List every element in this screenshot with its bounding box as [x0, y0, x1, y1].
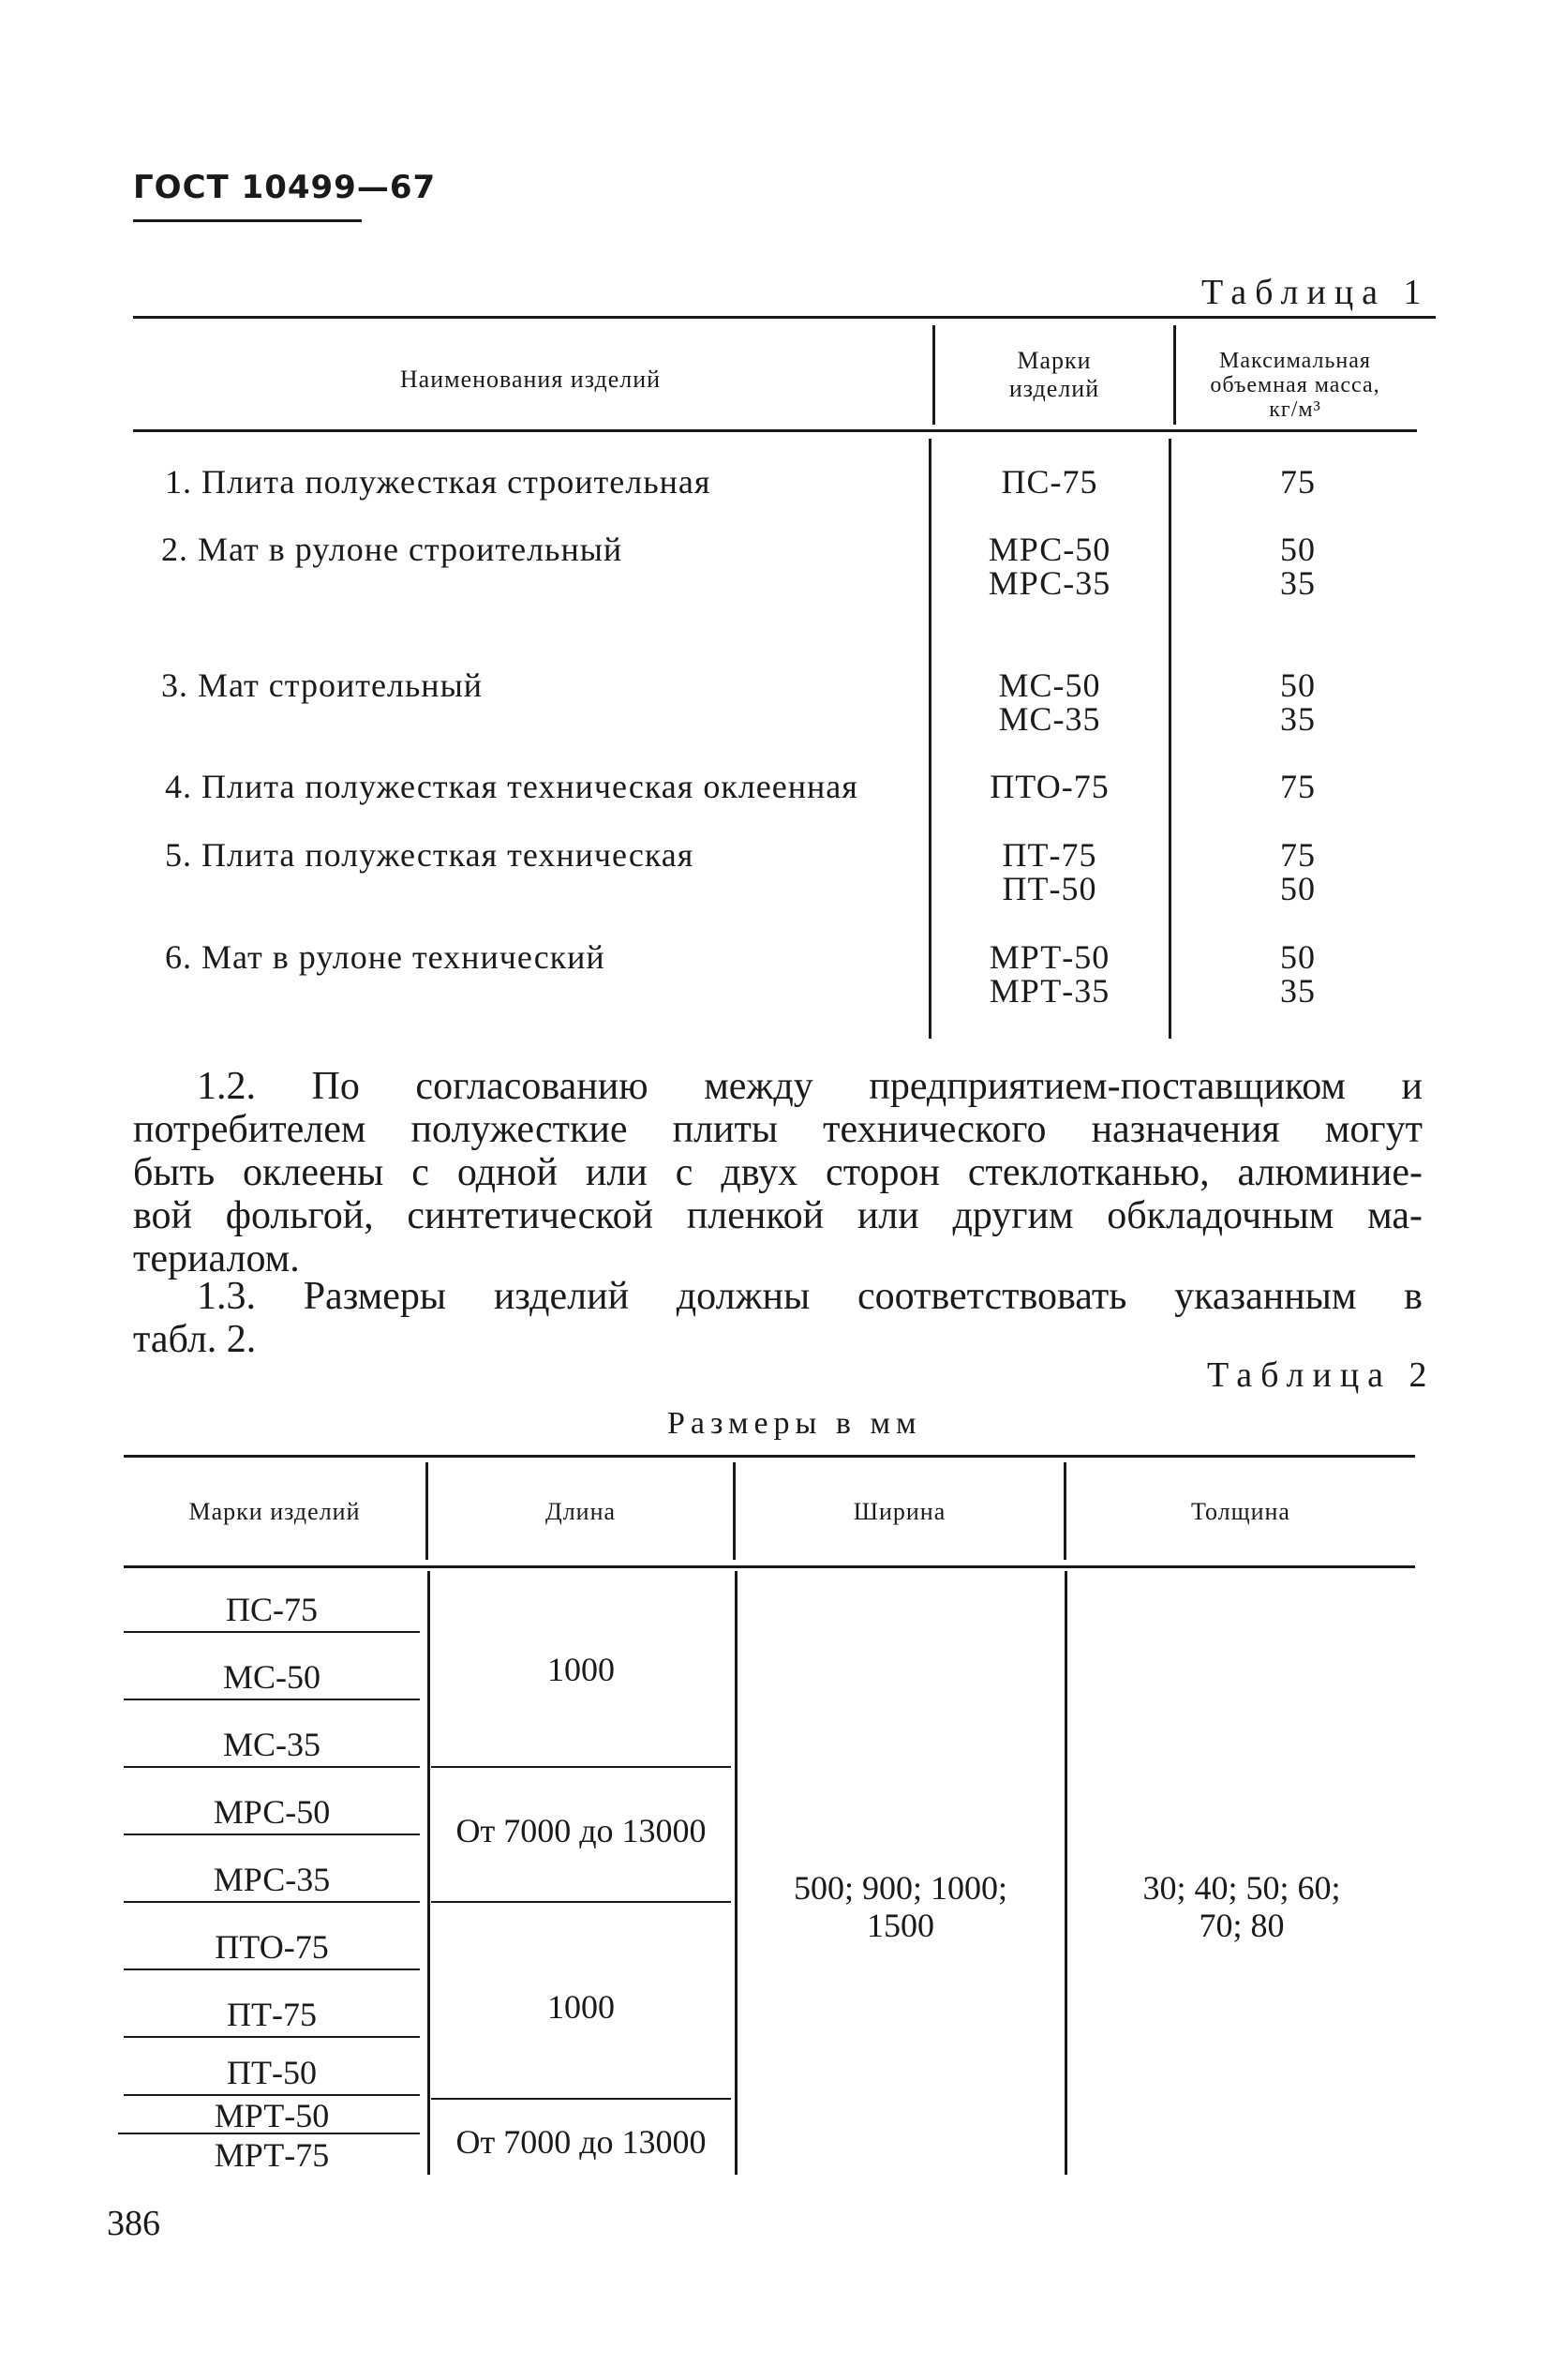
- table2-header-thickness: Толщина: [1191, 1498, 1290, 1525]
- table1-row5-brand1: ПТ-75: [1002, 836, 1097, 874]
- table1-header-density-line1: Максимальная: [1219, 349, 1371, 373]
- table1-row3-brand2: МС-35: [998, 700, 1101, 738]
- table2-thickness-line2: 70; 80: [1199, 1907, 1285, 1944]
- table2-width-cell: [740, 1869, 1061, 1944]
- table2-width-line1: 500; 900; 1000;: [793, 1869, 1007, 1907]
- table2-thickness-line1: 30; 40; 50; 60;: [1142, 1869, 1341, 1907]
- table2-row-separator: [124, 1901, 420, 1903]
- table1-header-divider-2: [1173, 325, 1176, 425]
- table2-brand-cell: МРТ-75: [214, 2136, 330, 2174]
- table2-width-line2: 1500: [867, 1907, 934, 1944]
- table2-brand-cell: МРТ-50: [214, 2097, 330, 2134]
- table2-body-divider-3: [1065, 1571, 1067, 2175]
- table1-row6-density2: 35: [1280, 972, 1316, 1010]
- table1-body-divider-2: [1169, 439, 1171, 1039]
- table1-row1-name: 1. Плита полужесткая строительная: [165, 463, 711, 501]
- page-number: 386: [107, 2204, 160, 2243]
- table2-row-separator: [124, 1834, 420, 1835]
- table1-header-density-line2: объемная масса,: [1210, 373, 1380, 397]
- table2-brand-cell: МРС-35: [213, 1861, 331, 1898]
- paragraph-1-2-line1: 1.2. По согласованию между предприятием-поставщиком и: [197, 1065, 1423, 1108]
- table1-row4-density1: 75: [1280, 768, 1316, 805]
- paragraph-1-2-line5: териалом.: [133, 1237, 300, 1280]
- table2-brand-cell: МС-35: [222, 1726, 320, 1763]
- table1-header-rule: [133, 429, 1417, 432]
- table1-row1-density1: 75: [1280, 463, 1316, 501]
- table1-row2-name: 2. Мат в рулоне строительный: [161, 531, 623, 568]
- table2-length-cell: 1000: [547, 1651, 615, 1688]
- table2-body-divider-1: [427, 1571, 430, 2175]
- table1-row4-name: 4. Плита полужесткая техническая оклеенная: [165, 768, 858, 805]
- table1-body-divider-1: [929, 439, 931, 1039]
- table2-brand-cell: ПС-75: [226, 1591, 318, 1628]
- table1-row2-density2: 35: [1280, 564, 1316, 602]
- table2-caption: Таблица 2: [1207, 1355, 1436, 1395]
- table1-row2-density1: 50: [1280, 531, 1316, 568]
- table2-body-divider-2: [735, 1571, 738, 2175]
- table1-row5-density1: 75: [1280, 836, 1316, 874]
- table1-row5-name: 5. Плита полужесткая техническая: [165, 836, 694, 874]
- table2-units-caption: Размеры в мм: [667, 1406, 922, 1441]
- table2-header-rule: [124, 1565, 1415, 1568]
- table1-row2-brand1: МРС-50: [988, 531, 1111, 568]
- paragraph-1-3-line2: табл. 2.: [133, 1318, 257, 1361]
- table1-row5-brand2: ПТ-50: [1002, 870, 1097, 907]
- table2-length-separator: [431, 1901, 731, 1903]
- table1-top-rule: [133, 316, 1436, 319]
- paragraph-1-3-line1: 1.3. Размеры изделий должны соответствовать указанным в: [197, 1275, 1423, 1318]
- paragraph-1-2-line4: вой фольгой, синтетической пленкой или другим обкладочным ма-: [133, 1194, 1423, 1237]
- table2-brand-cell: МС-50: [222, 1658, 320, 1696]
- table2-row-separator: [124, 1699, 420, 1700]
- table2-header-length: Длина: [544, 1498, 617, 1525]
- table2-length-cell: От 7000 до 13000: [455, 2123, 707, 2161]
- table1-row3-name: 3. Мат строительный: [161, 666, 484, 704]
- table1-row3-density2: 35: [1280, 700, 1316, 738]
- table2-header-brand: Марки изделий: [188, 1498, 361, 1525]
- document-header: ГОСТ 10499—67: [133, 169, 437, 206]
- paragraph-1-2-line2: потребителем полужесткие плиты технического назначения могут: [133, 1108, 1423, 1151]
- table1-row4-brand1: ПТО-75: [990, 768, 1110, 805]
- table1-header-divider-1: [932, 325, 935, 425]
- table1-row6-brand1: МРТ-50: [989, 938, 1110, 976]
- table1-row1-brand1: ПС-75: [1001, 463, 1098, 501]
- table1-row6-density1: 50: [1280, 938, 1316, 976]
- table1-header-density-line3: кг/м³: [1269, 397, 1321, 422]
- table2-brand-cell: ПТО-75: [215, 1928, 329, 1966]
- table2-brand-cell: ПТ-50: [227, 2054, 317, 2091]
- table2-length-cell: 1000: [547, 1988, 615, 2026]
- table1-row6-brand2: МРТ-35: [989, 972, 1110, 1010]
- table1-header-brand-line1: Марки: [1017, 347, 1092, 374]
- table2-length-separator: [431, 2098, 731, 2100]
- table1-row5-density2: 50: [1280, 870, 1316, 907]
- table1-row2-brand2: МРС-35: [988, 564, 1111, 602]
- table2-thickness-cell: [1070, 1869, 1413, 1944]
- header-underline: [133, 219, 362, 222]
- table1-row3-density1: 50: [1280, 666, 1316, 704]
- paragraph-1-2-line3: быть оклеены с одной или с двух сторон стеклотканью, алюминие-: [133, 1151, 1423, 1194]
- table1-header-name: Наименования изделий: [399, 366, 662, 393]
- table1-row3-brand1: МС-50: [998, 666, 1101, 704]
- table2-brand-cell: ПТ-75: [227, 1996, 317, 2033]
- table1-header-brand-line2: изделий: [1008, 375, 1100, 402]
- table2-length-cell: От 7000 до 13000: [455, 1812, 707, 1849]
- table2-length-separator: [431, 1766, 731, 1768]
- table1-caption: Таблица 1: [1201, 273, 1430, 312]
- table1-header-brand: [937, 347, 1171, 403]
- table2-row-separator: [124, 1968, 420, 1970]
- table2-row-separator: [124, 1766, 420, 1768]
- table2-header-width: Ширина: [853, 1498, 946, 1525]
- table2-top-rule: [124, 1455, 1415, 1458]
- table2-brand-cell: МРС-50: [213, 1793, 331, 1831]
- table2-row-separator: [124, 2036, 420, 2038]
- table1-row6-name: 6. Мат в рулоне технический: [165, 938, 605, 976]
- table1-header-density: [1177, 349, 1413, 422]
- table2-row-separator: [124, 1631, 420, 1633]
